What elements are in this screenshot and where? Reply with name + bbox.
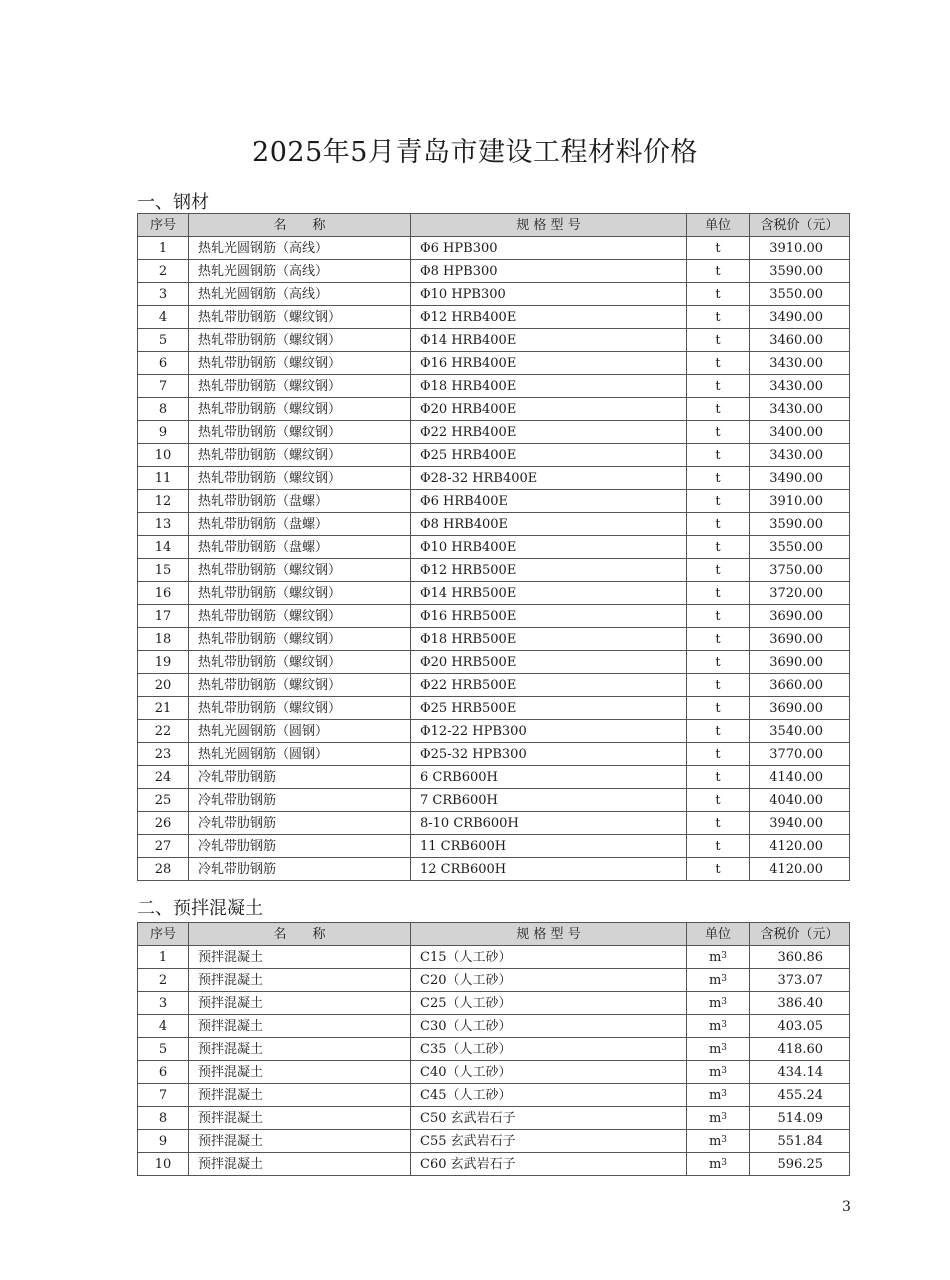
page-number: 3 xyxy=(842,1199,851,1215)
price-with-tax: 3720.00 xyxy=(750,582,850,605)
row-index: 27 xyxy=(138,835,189,858)
spec-model: 7 CRB600H xyxy=(411,789,687,812)
unit: t xyxy=(687,605,750,628)
price-with-tax: 3590.00 xyxy=(750,513,850,536)
material-name: 热轧带肋钢筋（螺纹钢） xyxy=(189,674,411,697)
unit: t xyxy=(687,858,750,881)
table-row xyxy=(138,1107,850,1130)
unit: t xyxy=(687,582,750,605)
table-row xyxy=(138,605,850,628)
unit: t xyxy=(687,720,750,743)
table-row xyxy=(138,582,850,605)
material-name: 热轧带肋钢筋（螺纹钢） xyxy=(189,559,411,582)
material-name: 热轧带肋钢筋（螺纹钢） xyxy=(189,582,411,605)
material-name: 预拌混凝土 xyxy=(189,1038,411,1061)
spec-model: Φ22 HRB500E xyxy=(411,674,687,697)
table-row xyxy=(138,969,850,992)
spec-model: Φ18 HRB400E xyxy=(411,375,687,398)
spec-model: Φ6 HPB300 xyxy=(411,237,687,260)
price-with-tax: 434.14 xyxy=(750,1061,850,1084)
unit: t xyxy=(687,835,750,858)
unit: t xyxy=(687,697,750,720)
row-index: 14 xyxy=(138,536,189,559)
spec-model: 12 CRB600H xyxy=(411,858,687,881)
material-name: 热轧带肋钢筋（螺纹钢） xyxy=(189,444,411,467)
unit: $m^3$ xyxy=(687,1015,750,1038)
material-name: 预拌混凝土 xyxy=(189,1153,411,1176)
price-with-tax: 3690.00 xyxy=(750,651,850,674)
spec-model: Φ20 HRB500E xyxy=(411,651,687,674)
concrete-price-table xyxy=(137,922,850,1176)
header-spec: 规 格 型 号 xyxy=(411,923,687,946)
table-row xyxy=(138,421,850,444)
table-row xyxy=(138,743,850,766)
header-name: 名 称 xyxy=(189,923,411,946)
row-index: 1 xyxy=(138,237,189,260)
spec-model: Φ28-32 HRB400E xyxy=(411,467,687,490)
material-name: 热轧带肋钢筋（盘螺） xyxy=(189,490,411,513)
spec-model: Φ12 HRB500E xyxy=(411,559,687,582)
table-row xyxy=(138,490,850,513)
material-name: 热轧光圆钢筋（高线） xyxy=(189,260,411,283)
unit: t xyxy=(687,398,750,421)
material-name: 热轧带肋钢筋（盘螺） xyxy=(189,513,411,536)
material-name: 热轧带肋钢筋（螺纹钢） xyxy=(189,605,411,628)
header-unit: 单位 xyxy=(687,923,750,946)
header-name: 名 称 xyxy=(189,214,411,237)
material-name: 预拌混凝土 xyxy=(189,1084,411,1107)
unit: t xyxy=(687,260,750,283)
material-name: 预拌混凝土 xyxy=(189,992,411,1015)
spec-model: C15（人工砂） xyxy=(411,946,687,969)
spec-model: C25（人工砂） xyxy=(411,992,687,1015)
unit: t xyxy=(687,375,750,398)
header-index: 序号 xyxy=(138,923,189,946)
row-index: 2 xyxy=(138,969,189,992)
row-index: 6 xyxy=(138,1061,189,1084)
material-name: 预拌混凝土 xyxy=(189,1015,411,1038)
row-index: 19 xyxy=(138,651,189,674)
row-index: 24 xyxy=(138,766,189,789)
material-name: 冷轧带肋钢筋 xyxy=(189,766,411,789)
material-name: 预拌混凝土 xyxy=(189,1130,411,1153)
row-index: 8 xyxy=(138,398,189,421)
table-row xyxy=(138,536,850,559)
spec-model: Φ8 HPB300 xyxy=(411,260,687,283)
spec-model: C45（人工砂） xyxy=(411,1084,687,1107)
unit: $m^3$ xyxy=(687,946,750,969)
table-row xyxy=(138,766,850,789)
unit: $m^3$ xyxy=(687,1084,750,1107)
unit: $m^3$ xyxy=(687,1038,750,1061)
row-index: 9 xyxy=(138,421,189,444)
table-row xyxy=(138,858,850,881)
spec-model: 11 CRB600H xyxy=(411,835,687,858)
price-with-tax: 3430.00 xyxy=(750,375,850,398)
spec-model: C50 玄武岩石子 xyxy=(411,1107,687,1130)
unit: $m^3$ xyxy=(687,1107,750,1130)
unit: t xyxy=(687,421,750,444)
unit: t xyxy=(687,536,750,559)
unit: t xyxy=(687,513,750,536)
row-index: 7 xyxy=(138,375,189,398)
unit: t xyxy=(687,237,750,260)
table-row xyxy=(138,1038,850,1061)
row-index: 4 xyxy=(138,306,189,329)
table-row xyxy=(138,789,850,812)
price-with-tax: 3770.00 xyxy=(750,743,850,766)
material-name: 热轧带肋钢筋（螺纹钢） xyxy=(189,398,411,421)
table-row xyxy=(138,1153,850,1176)
header-spec: 规 格 型 号 xyxy=(411,214,687,237)
header-unit: 单位 xyxy=(687,214,750,237)
row-index: 17 xyxy=(138,605,189,628)
row-index: 25 xyxy=(138,789,189,812)
unit: t xyxy=(687,283,750,306)
table-row xyxy=(138,812,850,835)
table-row xyxy=(138,1061,850,1084)
spec-model: Φ6 HRB400E xyxy=(411,490,687,513)
row-index: 10 xyxy=(138,1153,189,1176)
price-with-tax: 3660.00 xyxy=(750,674,850,697)
price-with-tax: 360.86 xyxy=(750,946,850,969)
price-with-tax: 3430.00 xyxy=(750,444,850,467)
row-index: 5 xyxy=(138,329,189,352)
row-index: 2 xyxy=(138,260,189,283)
unit: t xyxy=(687,329,750,352)
unit: t xyxy=(687,352,750,375)
row-index: 23 xyxy=(138,743,189,766)
page-title: 2025年5月青岛市建设工程材料价格 xyxy=(252,137,698,168)
row-index: 13 xyxy=(138,513,189,536)
table-row xyxy=(138,329,850,352)
table-row xyxy=(138,444,850,467)
material-name: 冷轧带肋钢筋 xyxy=(189,835,411,858)
material-name: 冷轧带肋钢筋 xyxy=(189,812,411,835)
spec-model: Φ20 HRB400E xyxy=(411,398,687,421)
material-name: 热轧光圆钢筋（高线） xyxy=(189,237,411,260)
price-with-tax: 3490.00 xyxy=(750,306,850,329)
spec-model: 8-10 CRB600H xyxy=(411,812,687,835)
material-name: 热轧光圆钢筋（圆钢） xyxy=(189,743,411,766)
unit: $m^3$ xyxy=(687,1061,750,1084)
price-with-tax: 3910.00 xyxy=(750,237,850,260)
price-with-tax: 4120.00 xyxy=(750,858,850,881)
price-with-tax: 3490.00 xyxy=(750,467,850,490)
spec-model: Φ12-22 HPB300 xyxy=(411,720,687,743)
unit: t xyxy=(687,674,750,697)
price-with-tax: 3550.00 xyxy=(750,536,850,559)
material-name: 冷轧带肋钢筋 xyxy=(189,858,411,881)
table-row xyxy=(138,559,850,582)
material-name: 热轧光圆钢筋（圆钢） xyxy=(189,720,411,743)
section-heading-steel: 一、钢材 xyxy=(137,192,209,213)
row-index: 16 xyxy=(138,582,189,605)
price-with-tax: 3400.00 xyxy=(750,421,850,444)
spec-model: Φ14 HRB400E xyxy=(411,329,687,352)
price-with-tax: 3940.00 xyxy=(750,812,850,835)
table-row xyxy=(138,306,850,329)
table-row xyxy=(138,946,850,969)
table-row xyxy=(138,835,850,858)
price-with-tax: 403.05 xyxy=(750,1015,850,1038)
price-with-tax: 455.24 xyxy=(750,1084,850,1107)
unit: t xyxy=(687,306,750,329)
table-row xyxy=(138,375,850,398)
unit: $m^3$ xyxy=(687,1130,750,1153)
spec-model: Φ10 HPB300 xyxy=(411,283,687,306)
table-row xyxy=(138,1130,850,1153)
unit: t xyxy=(687,444,750,467)
price-with-tax: 3590.00 xyxy=(750,260,850,283)
row-index: 22 xyxy=(138,720,189,743)
spec-model: Φ16 HRB500E xyxy=(411,605,687,628)
row-index: 26 xyxy=(138,812,189,835)
steel-table-body xyxy=(138,237,850,881)
material-name: 热轧带肋钢筋（螺纹钢） xyxy=(189,651,411,674)
row-index: 4 xyxy=(138,1015,189,1038)
spec-model: Φ25 HRB500E xyxy=(411,697,687,720)
steel-price-table xyxy=(137,213,850,881)
unit: $m^3$ xyxy=(687,969,750,992)
unit: t xyxy=(687,812,750,835)
material-name: 热轧带肋钢筋（盘螺） xyxy=(189,536,411,559)
unit: t xyxy=(687,743,750,766)
unit: t xyxy=(687,789,750,812)
spec-model: C20（人工砂） xyxy=(411,969,687,992)
row-index: 5 xyxy=(138,1038,189,1061)
spec-model: Φ25 HRB400E xyxy=(411,444,687,467)
table-row xyxy=(138,674,850,697)
unit: $m^3$ xyxy=(687,992,750,1015)
unit: t xyxy=(687,628,750,651)
row-index: 1 xyxy=(138,946,189,969)
spec-model: Φ25-32 HPB300 xyxy=(411,743,687,766)
header-price: 含税价（元） xyxy=(750,214,850,237)
table-row xyxy=(138,352,850,375)
price-with-tax: 4140.00 xyxy=(750,766,850,789)
row-index: 28 xyxy=(138,858,189,881)
price-with-tax: 3690.00 xyxy=(750,628,850,651)
price-with-tax: 551.84 xyxy=(750,1130,850,1153)
spec-model: C35（人工砂） xyxy=(411,1038,687,1061)
price-with-tax: 386.40 xyxy=(750,992,850,1015)
row-index: 9 xyxy=(138,1130,189,1153)
table-row xyxy=(138,628,850,651)
table-row xyxy=(138,651,850,674)
table-header-row xyxy=(138,214,850,237)
unit: t xyxy=(687,651,750,674)
price-with-tax: 3430.00 xyxy=(750,398,850,421)
price-with-tax: 3460.00 xyxy=(750,329,850,352)
unit: t xyxy=(687,490,750,513)
spec-model: C30（人工砂） xyxy=(411,1015,687,1038)
table-row xyxy=(138,398,850,421)
row-index: 7 xyxy=(138,1084,189,1107)
table-row xyxy=(138,697,850,720)
material-name: 冷轧带肋钢筋 xyxy=(189,789,411,812)
header-price: 含税价（元） xyxy=(750,923,850,946)
row-index: 15 xyxy=(138,559,189,582)
spec-model: Φ8 HRB400E xyxy=(411,513,687,536)
spec-model: C40（人工砂） xyxy=(411,1061,687,1084)
material-name: 预拌混凝土 xyxy=(189,1107,411,1130)
price-with-tax: 3910.00 xyxy=(750,490,850,513)
material-name: 热轧带肋钢筋（螺纹钢） xyxy=(189,375,411,398)
price-with-tax: 3690.00 xyxy=(750,605,850,628)
material-name: 预拌混凝土 xyxy=(189,969,411,992)
price-with-tax: 373.07 xyxy=(750,969,850,992)
price-with-tax: 4040.00 xyxy=(750,789,850,812)
spec-model: Φ16 HRB400E xyxy=(411,352,687,375)
row-index: 18 xyxy=(138,628,189,651)
table-row xyxy=(138,283,850,306)
row-index: 3 xyxy=(138,283,189,306)
price-with-tax: 3690.00 xyxy=(750,697,850,720)
table-row xyxy=(138,513,850,536)
price-with-tax: 3540.00 xyxy=(750,720,850,743)
table-row xyxy=(138,1084,850,1107)
material-name: 热轧带肋钢筋（螺纹钢） xyxy=(189,697,411,720)
price-with-tax: 3750.00 xyxy=(750,559,850,582)
concrete-table-body xyxy=(138,946,850,1176)
price-with-tax: 418.60 xyxy=(750,1038,850,1061)
table-header-row xyxy=(138,923,850,946)
material-name: 热轧带肋钢筋（螺纹钢） xyxy=(189,306,411,329)
header-index: 序号 xyxy=(138,214,189,237)
row-index: 6 xyxy=(138,352,189,375)
material-name: 热轧光圆钢筋（高线） xyxy=(189,283,411,306)
row-index: 21 xyxy=(138,697,189,720)
row-index: 11 xyxy=(138,467,189,490)
material-name: 预拌混凝土 xyxy=(189,1061,411,1084)
spec-model: 6 CRB600H xyxy=(411,766,687,789)
spec-model: C55 玄武岩石子 xyxy=(411,1130,687,1153)
table-row xyxy=(138,1015,850,1038)
material-name: 热轧带肋钢筋（螺纹钢） xyxy=(189,329,411,352)
unit: t xyxy=(687,766,750,789)
spec-model: Φ10 HRB400E xyxy=(411,536,687,559)
table-row xyxy=(138,260,850,283)
material-name: 热轧带肋钢筋（螺纹钢） xyxy=(189,628,411,651)
spec-model: C60 玄武岩石子 xyxy=(411,1153,687,1176)
spec-model: Φ14 HRB500E xyxy=(411,582,687,605)
row-index: 20 xyxy=(138,674,189,697)
row-index: 3 xyxy=(138,992,189,1015)
table-row xyxy=(138,467,850,490)
section-heading-concrete: 二、预拌混凝土 xyxy=(137,898,263,919)
price-with-tax: 514.09 xyxy=(750,1107,850,1130)
price-with-tax: 3550.00 xyxy=(750,283,850,306)
spec-model: Φ12 HRB400E xyxy=(411,306,687,329)
material-name: 热轧带肋钢筋（螺纹钢） xyxy=(189,352,411,375)
table-row xyxy=(138,992,850,1015)
spec-model: Φ22 HRB400E xyxy=(411,421,687,444)
price-with-tax: 4120.00 xyxy=(750,835,850,858)
row-index: 8 xyxy=(138,1107,189,1130)
price-with-tax: 3430.00 xyxy=(750,352,850,375)
material-name: 热轧带肋钢筋（螺纹钢） xyxy=(189,421,411,444)
material-name: 预拌混凝土 xyxy=(189,946,411,969)
table-row xyxy=(138,237,850,260)
table-row xyxy=(138,720,850,743)
price-with-tax: 596.25 xyxy=(750,1153,850,1176)
unit: $m^3$ xyxy=(687,1153,750,1176)
row-index: 10 xyxy=(138,444,189,467)
unit: t xyxy=(687,559,750,582)
spec-model: Φ18 HRB500E xyxy=(411,628,687,651)
row-index: 12 xyxy=(138,490,189,513)
unit: t xyxy=(687,467,750,490)
material-name: 热轧带肋钢筋（螺纹钢） xyxy=(189,467,411,490)
